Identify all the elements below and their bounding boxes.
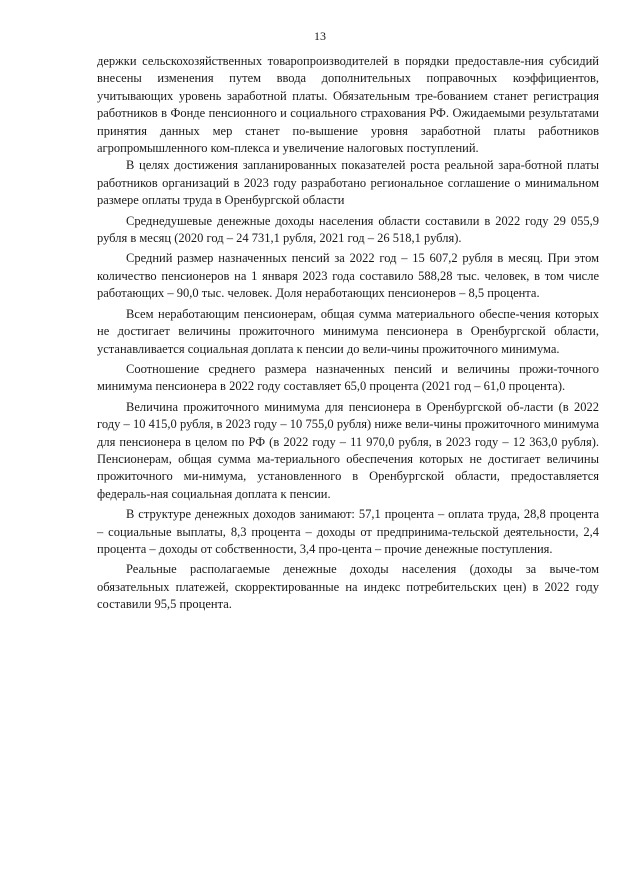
paragraph: Величина прожиточного минимума для пенсионера в Оренбургской об-ласти (в 2022 году – 10 415,0 рубля, в 2023 году – 10 755,0 рубля) ниже вели-чины прожиточного минимума для пенсионера в целом по РФ (в 2022 году – 11 970,0 рубля, в 2023 году – 12 363,0 рубля). Пенсионерам, общая сумма ма-териального обеспечения которых не достигает величины прожиточного ми-нимума, установленного в Оренбургской области, предоставляется федераль-ная социальная доплата к пенсии. <box>97 399 599 501</box>
paragraph: Средний размер назначенных пенсий за 2022 год – 15 607,2 рубля в месяц. При этом количество пенсионеров на 1 января 2023 года составило 588,28 тыс. человек, в том числе работающих – 90,0 тыс. человек. Доля неработающих пенсионеров – 8,5 процента. <box>97 251 599 301</box>
paragraph: В целях достижения запланированных показателей роста реальной зара-ботной платы работников организаций в 2023 году разработано региональное соглашение о минимальном размере оплаты труда в Оренбургской области <box>97 158 599 208</box>
paragraph: Соотношение среднего размера назначенных пенсий и величины прожи-точного минимума пенсионера в 2022 году составляет 65,0 процента (2021 год – 61,0 процента). <box>97 361 599 394</box>
paragraph: Всем неработающим пенсионерам, общая сумма материального обеспе-чения которых не достигает величины прожиточного минимума пенсионера в Оренбургской области, устанавливается социальная доплата к пенсии до вели-чины прожиточного минимума. <box>97 306 599 356</box>
page-number: 13 <box>314 29 326 43</box>
body-text <box>97 53 599 614</box>
paragraph: Среднедушевые денежные доходы населения области составили в 2022 году 29 055,9 рубля в месяц (2020 год – 24 731,1 рубля, 2021 год – 26 518,1 рубля). <box>97 213 599 246</box>
paragraph: В структуре денежных доходов занимают: 57,1 процента – оплата труда, 28,8 процента – социальные выплаты, 8,3 процента – доходы от предпринима-тельской деятельности, 2,4 процента – доходы от собственности, 3,4 про-цента – прочие денежные поступления. <box>97 507 599 556</box>
paragraph: держки сельскохозяйственных товаропроизводителей в порядки предоставле-ния субсидий внесены изменения путем ввода дополнительных поправочных коэффициентов, учитывающих уровень заработной платы. Обязательным тре-бованием станет регистрация работников в Фонде пенсионного и социального страхования РФ. Ожидаемыми результатами принятия данных мер станет по-вышение уровня заработной платы работников агропромышленного ком-плекса и увеличение налоговых поступлений. <box>97 54 599 156</box>
paragraph: Реальные располагаемые денежные доходы населения (доходы за выче-том обязательных платежей, скорректированные на индекс потребительских цен) в 2022 году составили 95,5 процента. <box>97 562 599 612</box>
